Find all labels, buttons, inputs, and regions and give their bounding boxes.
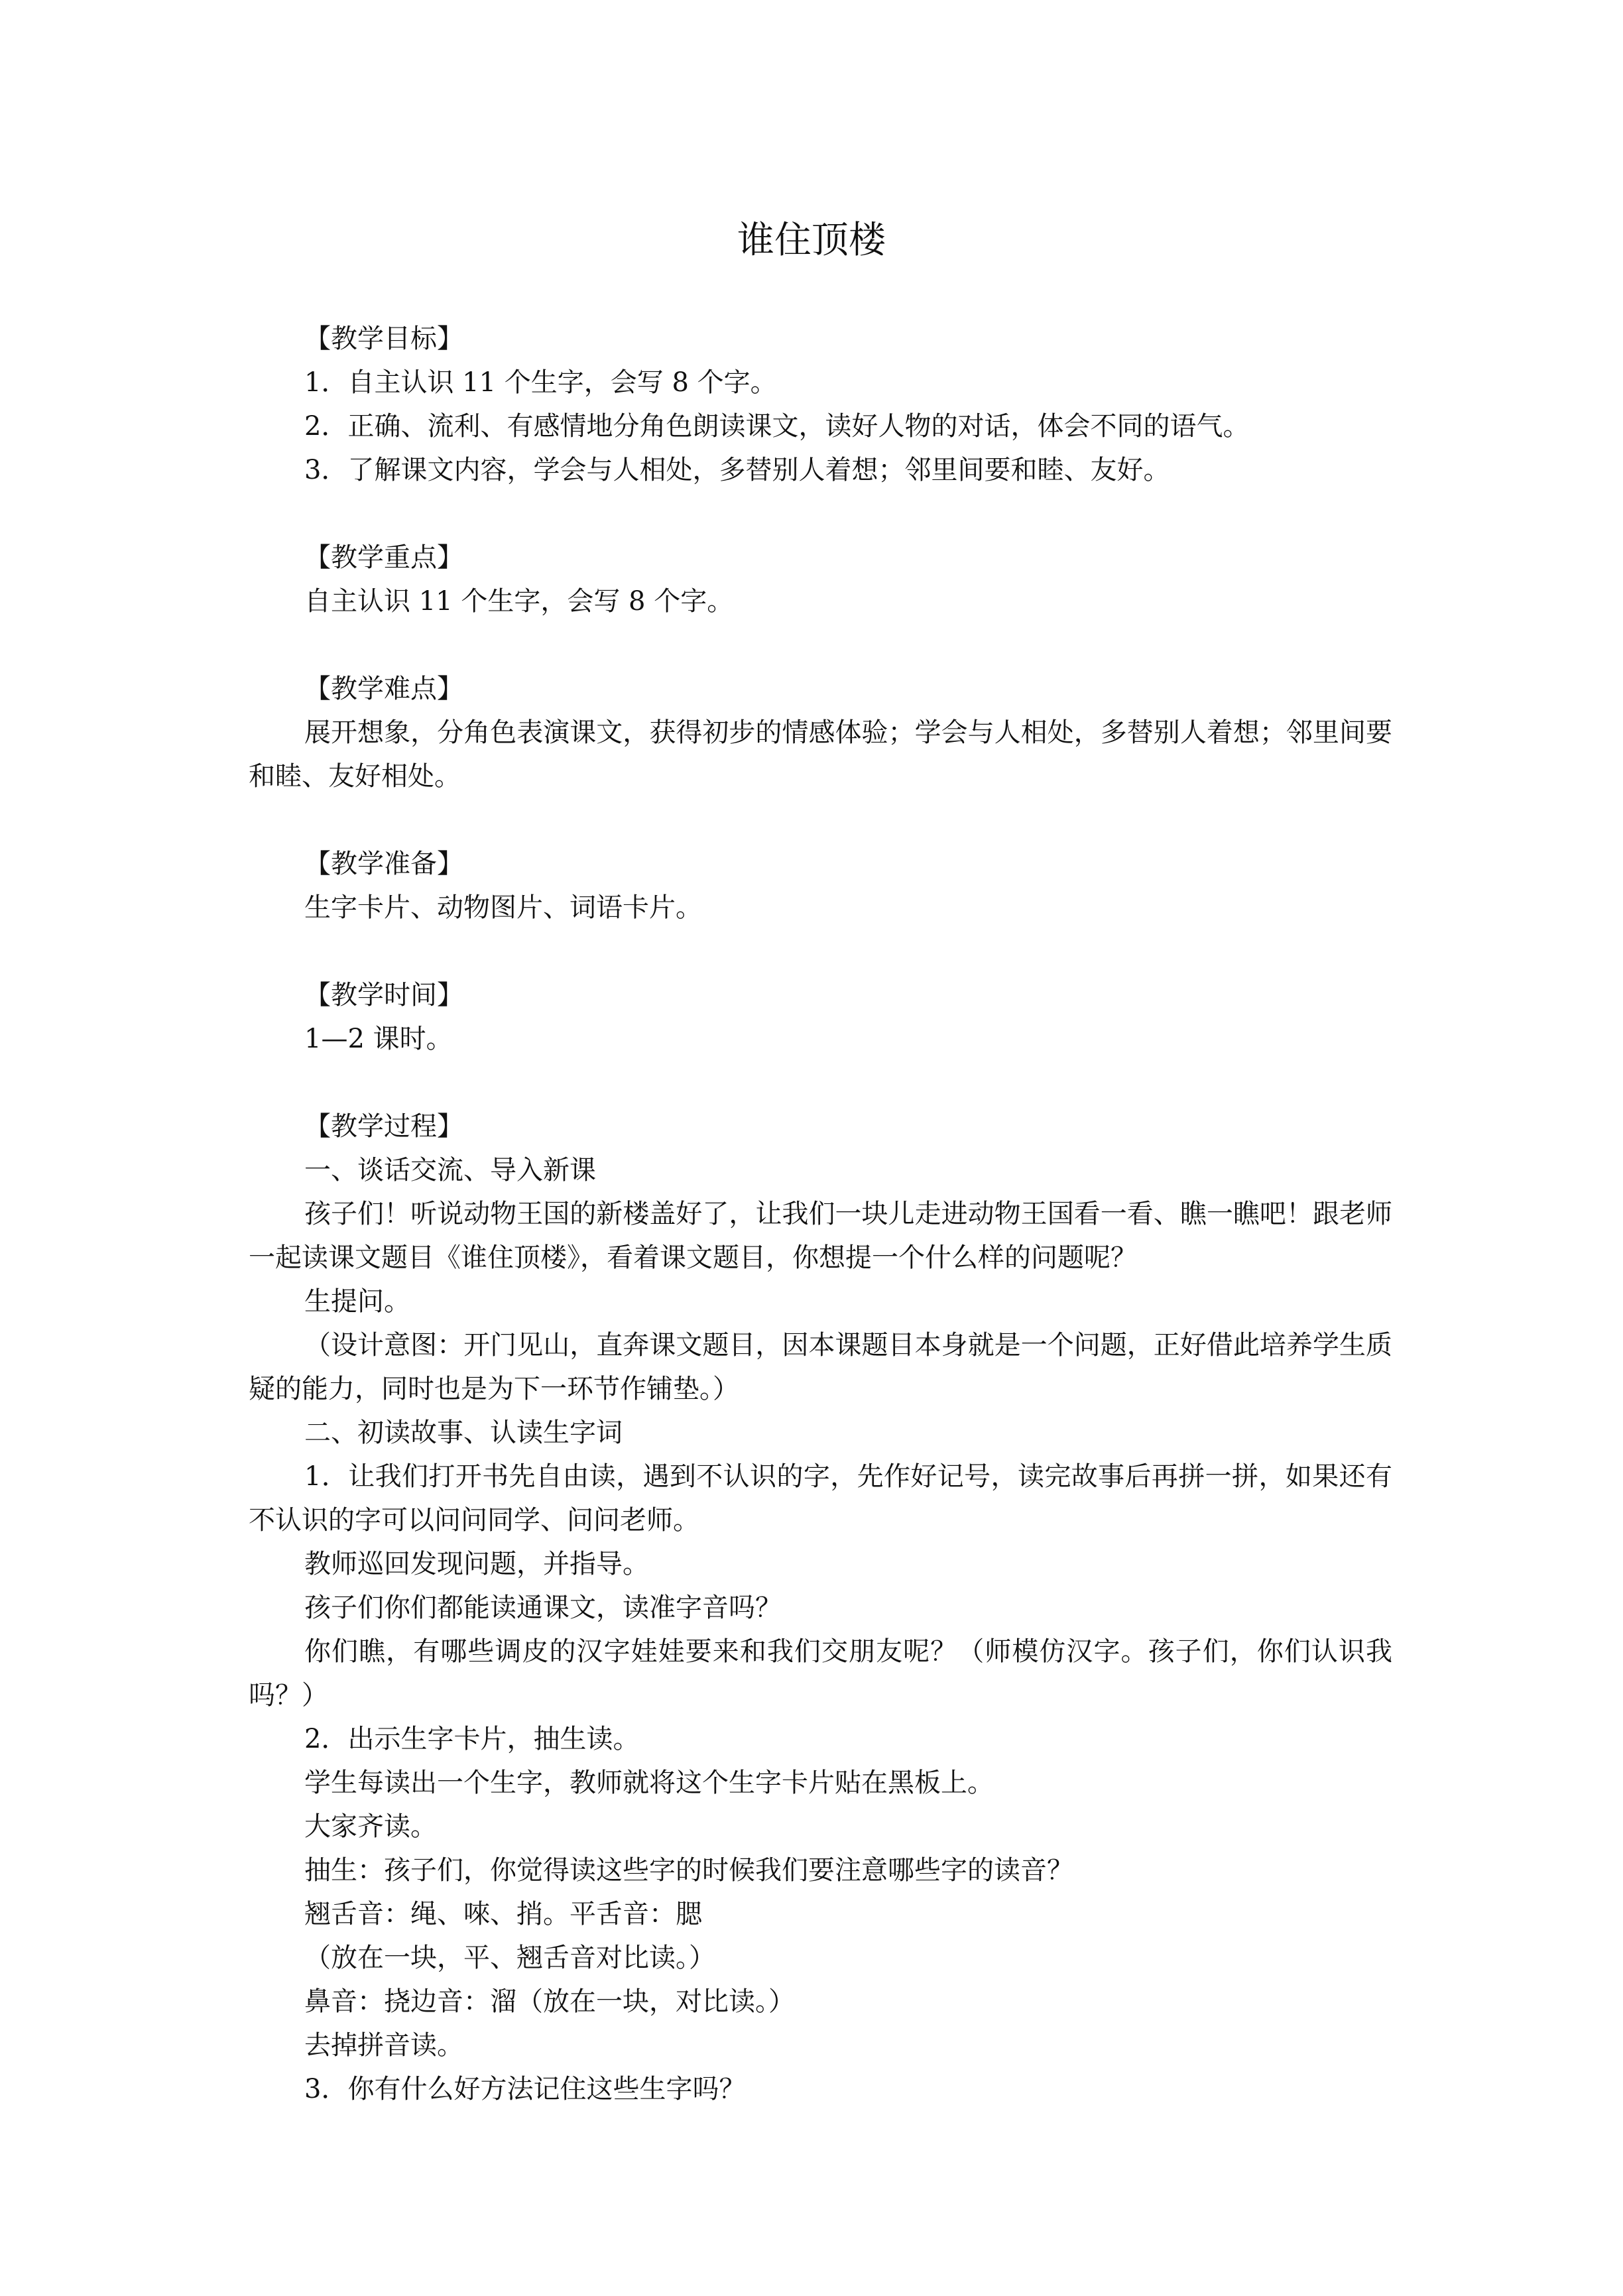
key-points-text: 自主认识 11 个生字，会写 8 个字。: [304, 586, 734, 617]
time-heading: 【教学时间】: [304, 980, 463, 1010]
spacer: [249, 623, 1392, 667]
spacer: [249, 1061, 1392, 1105]
document-title: 谁住顶楼: [737, 219, 886, 262]
paragraph: 2．出示生字卡片，抽生读。: [304, 1724, 640, 1754]
key-points-heading: 【教学重点】: [304, 542, 463, 573]
paragraph: 1．让我们打开书先自由读，遇到不认识的字，先作好记号，读完故事后再拼一拼，如果还有不认识的字可以问问同学、问问老师。: [249, 1461, 1392, 1536]
paragraph: 生提问。: [304, 1286, 410, 1317]
goal-item: 2．正确、流利、有感情地分角色朗读课文，读好人物的对话，体会不同的语气。: [304, 411, 1250, 442]
paragraph: （放在一块，平、翘舌音对比读。）: [304, 1943, 715, 1973]
paragraph: 孩子们！听说动物王国的新楼盖好了，让我们一块儿走进动物王国看一看、瞧一瞧吧！跟老师一起读课文题目《谁住顶楼》，看着课文题目，你想提一个什么样的问题呢？: [249, 1199, 1392, 1273]
process-heading: 【教学过程】: [304, 1111, 463, 1142]
goal-item: 1．自主认识 11 个生字，会写 8 个字。: [304, 367, 777, 398]
paragraph: 教师巡回发现问题，并指导。: [304, 1549, 649, 1579]
goal-item: 3．了解课文内容，学会与人相处，多替别人着想；邻里间要和睦、友好。: [304, 455, 1170, 485]
spacer: [249, 930, 1392, 973]
paragraph: 你们瞧，有哪些调皮的汉字娃娃要来和我们交朋友呢？（师模仿汉字。孩子们，你们认识我吗？）: [249, 1636, 1392, 1711]
paragraph: 学生每读出一个生字，教师就将这个生字卡片贴在黑板上。: [304, 1768, 994, 1798]
paragraph: （设计意图：开门见山，直奔课文题目，因本课题目本身就是一个问题，正好借此培养学生质疑的能力，同时也是为下一环节作铺垫。）: [249, 1330, 1392, 1404]
paragraph: 鼻音：挠边音：溜（放在一块，对比读。）: [304, 1986, 795, 2017]
section-title: 二、初读故事、认读生字词: [304, 1418, 623, 1448]
section-title: 一、谈话交流、导入新课: [304, 1155, 596, 1185]
document-body: [249, 317, 1392, 2111]
paragraph: 翘舌音：绳、唻、捎。平舌音：腮: [304, 1899, 702, 1929]
preparation-heading: 【教学准备】: [304, 849, 463, 879]
paragraph: 抽生：孩子们，你觉得读这些字的时候我们要注意哪些字的读音？: [304, 1855, 1073, 1886]
time-text: 1—2 课时。: [304, 1024, 453, 1054]
paragraph: 3．你有什么好方法记住这些生字吗？: [304, 2074, 746, 2104]
paragraph: 大家齐读。: [304, 1811, 437, 1842]
difficulties-heading: 【教学难点】: [304, 674, 463, 704]
goals-heading: 【教学目标】: [304, 324, 463, 354]
paragraph: 孩子们你们都能读通课文，读准字音吗？: [304, 1593, 782, 1623]
preparation-text: 生字卡片、动物图片、词语卡片。: [304, 892, 702, 923]
spacer: [249, 798, 1392, 842]
spacer: [249, 492, 1392, 536]
difficulties-text: 展开想象，分角色表演课文，获得初步的情感体验；学会与人相处，多替别人着想；邻里间要和睦、友好相处。: [249, 717, 1392, 792]
paragraph: 去掉拼音读。: [304, 2030, 463, 2061]
